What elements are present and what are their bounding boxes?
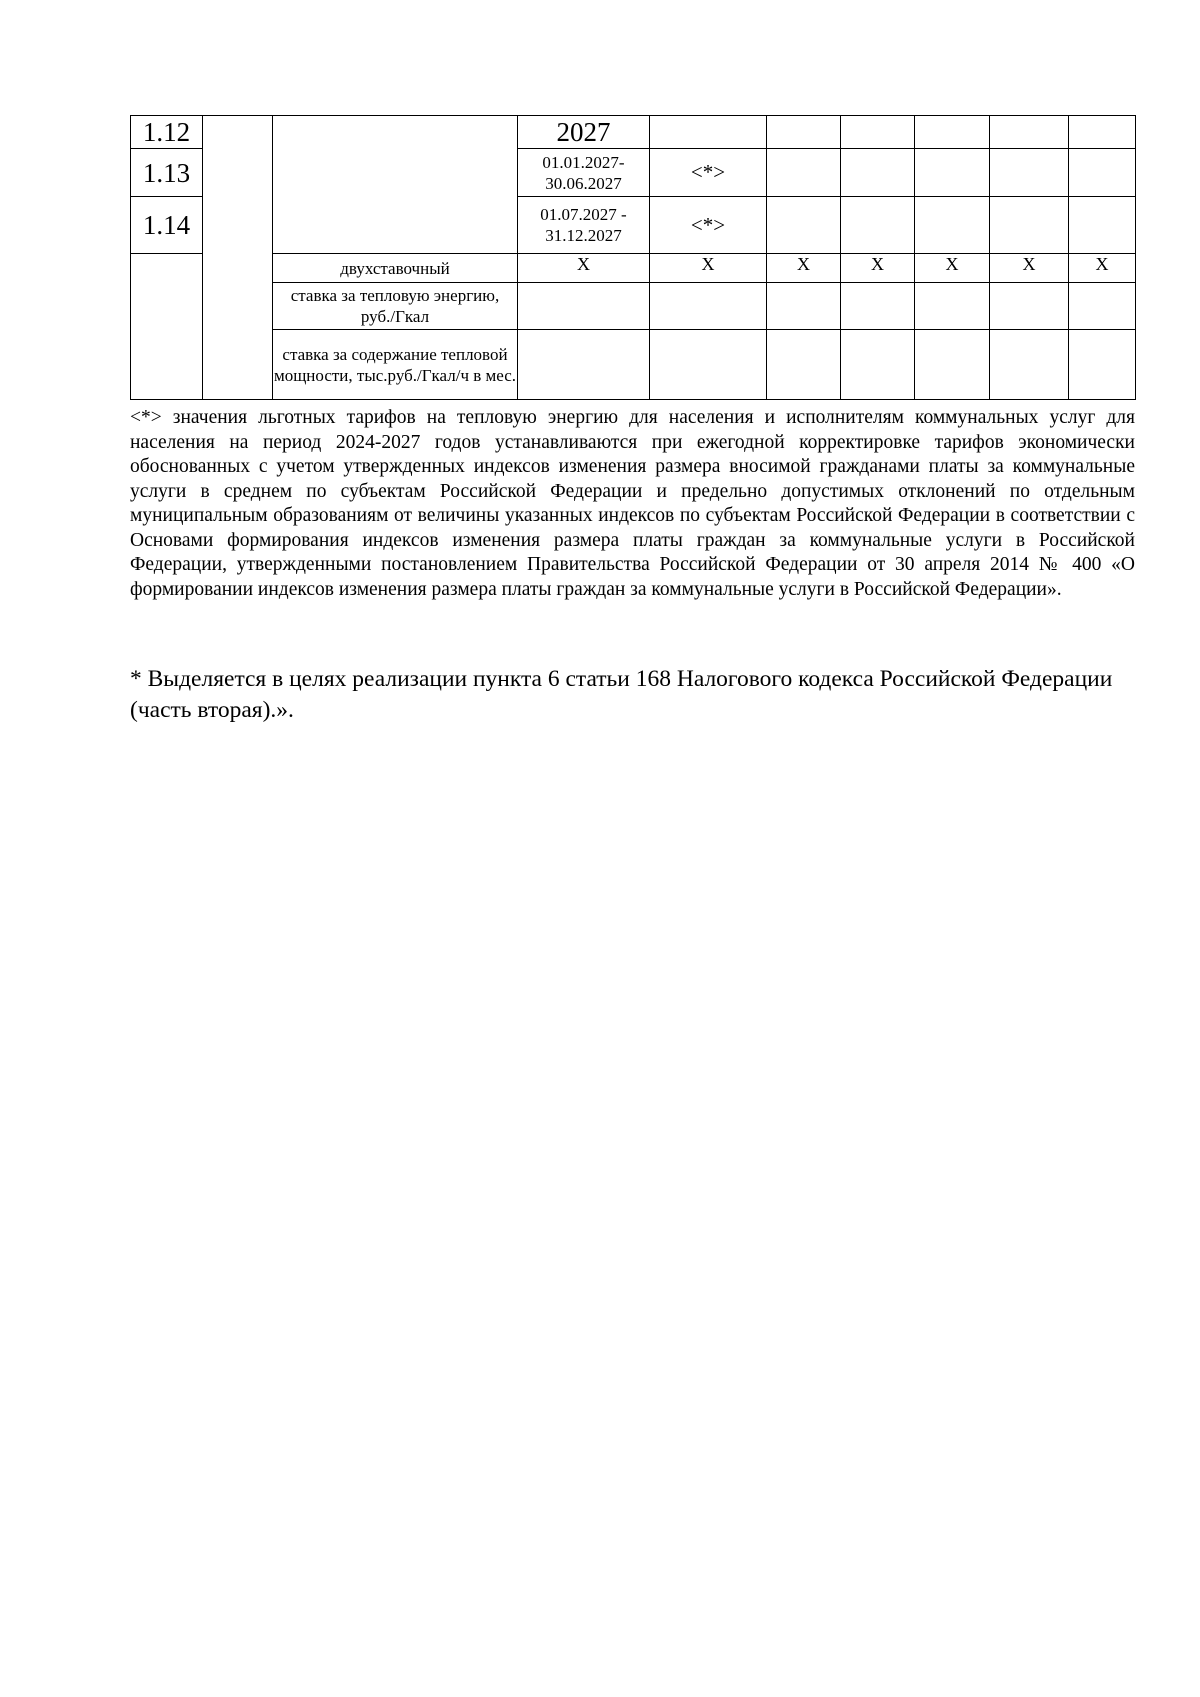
empty-cell (915, 149, 990, 197)
empty-cell (203, 116, 273, 400)
rate-energy-label: ставка за тепловую энергию, руб./Гкал (273, 283, 518, 330)
empty-cell (915, 283, 990, 330)
empty-cell (131, 254, 203, 400)
x-mark: X (650, 254, 767, 283)
period-cell: 2027 (518, 116, 650, 149)
empty-cell (273, 116, 518, 254)
row-number: 1.14 (131, 197, 203, 254)
empty-cell (518, 330, 650, 400)
empty-cell (1069, 330, 1136, 400)
empty-cell (767, 116, 841, 149)
value-cell: <*> (650, 197, 767, 254)
tariff-table (130, 115, 1136, 400)
table-row (131, 254, 1136, 283)
empty-cell (990, 330, 1069, 400)
empty-cell (1069, 197, 1136, 254)
table-row (131, 283, 1136, 330)
x-mark: X (767, 254, 841, 283)
empty-cell (767, 149, 841, 197)
empty-cell (841, 330, 915, 400)
footnote-text: <*> значения льготных тарифов на тепловую энергию для населения и исполнителям коммунальных услуг для населения на период 2024-2027 годов устанавливаются при ежегодной корректировке тарифов экономически обоснованных с учетом утвержденных индексов изменения размера вносимой гражданами платы за коммунальные услуги в среднем по субъектам Российской Федерации и предельно допустимых отклонений по отдельным муниципальным образованиям от величины указанных индексов по субъектам Российской Федерации в соответствии с Основами формирования индексов изменения размера платы граждан за коммунальные услуги в Российской Федерации, утвержденными постановлением Правительства Российской Федерации от 30 апреля 2014 № 400 «О формировании индексов изменения размера платы граждан за коммунальные услуги в Российской Федерации». (130, 407, 1135, 600)
empty-cell (1069, 283, 1136, 330)
empty-cell (650, 330, 767, 400)
empty-cell (915, 330, 990, 400)
empty-cell (990, 149, 1069, 197)
table-row (131, 330, 1136, 400)
x-mark: X (1069, 254, 1136, 283)
empty-cell (990, 116, 1069, 149)
empty-cell (990, 197, 1069, 254)
value-cell (650, 116, 767, 149)
empty-cell (841, 197, 915, 254)
table-row (131, 116, 1136, 149)
x-mark: X (915, 254, 990, 283)
period-cell: 01.01.2027- 30.06.2027 (518, 149, 650, 197)
value-cell: <*> (650, 149, 767, 197)
empty-cell (650, 283, 767, 330)
empty-cell (1069, 149, 1136, 197)
x-mark: X (841, 254, 915, 283)
rate-capacity-label: ставка за содержание тепловой мощности, тыс.руб./Гкал/ч в мес. (273, 330, 518, 400)
two-rate-label: двухставочный (273, 254, 518, 283)
empty-cell (518, 283, 650, 330)
empty-cell (767, 283, 841, 330)
empty-cell (1069, 116, 1136, 149)
x-mark: X (990, 254, 1069, 283)
empty-cell (767, 330, 841, 400)
empty-cell (915, 197, 990, 254)
empty-cell (990, 283, 1069, 330)
empty-cell (841, 116, 915, 149)
period-cell: 01.07.2027 - 31.12.2027 (518, 197, 650, 254)
empty-cell (841, 283, 915, 330)
empty-cell (841, 149, 915, 197)
tax-code-note: * Выделяется в целях реализации пункта 6 статьи 168 Налогового кодекса Российской Федерации (часть вторая).». (130, 666, 1113, 723)
row-number: 1.12 (131, 116, 203, 149)
empty-cell (767, 197, 841, 254)
x-mark: X (518, 254, 650, 283)
empty-cell (915, 116, 990, 149)
row-number: 1.13 (131, 149, 203, 197)
